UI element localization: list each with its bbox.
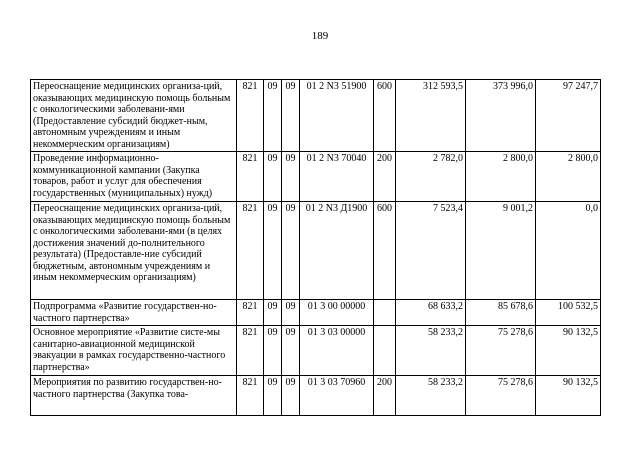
expense-type: 200 — [374, 152, 396, 202]
table-row — [31, 80, 601, 152]
amount-2: 9 001,2 — [466, 202, 536, 300]
amount-3: 97 247,7 — [536, 80, 601, 152]
target-article: 01 2 N3 51900 — [300, 80, 374, 152]
amount-2: 85 678,6 — [466, 300, 536, 326]
ministry-code: 821 — [237, 326, 264, 376]
table-row — [31, 152, 601, 202]
subsection-code: 09 — [282, 80, 300, 152]
table-row — [31, 376, 601, 416]
row-name: Подпрограмма «Развитие государствен-но-частного партнерства» — [31, 300, 237, 326]
row-name: Мероприятия по развитию государствен-но-частного партнерства (Закупка това- — [31, 376, 237, 416]
expense-type: 600 — [374, 202, 396, 300]
ministry-code: 821 — [237, 152, 264, 202]
amount-2: 75 278,6 — [466, 376, 536, 416]
amount-3: 0,0 — [536, 202, 601, 300]
amount-1: 58 233,2 — [396, 326, 466, 376]
budget-table — [30, 79, 601, 416]
amount-3: 2 800,0 — [536, 152, 601, 202]
subsection-code: 09 — [282, 202, 300, 300]
amount-2: 2 800,0 — [466, 152, 536, 202]
row-name: Проведение информационно-коммуникационной кампании (Закупка товаров, работ и услуг для обеспечения государственных (муниципальных) нужд) — [31, 152, 237, 202]
row-name: Переоснащение медицинских организа-ций, оказывающих медицинскую помощь больным с онкологическими заболевани-ями (Предоставление субсидий бюджет-ным, автономным учреждениям и иным некоммерческим организациям) — [31, 80, 237, 152]
table-row — [31, 326, 601, 376]
section-code: 09 — [264, 326, 282, 376]
amount-3: 90 132,5 — [536, 376, 601, 416]
ministry-code: 821 — [237, 202, 264, 300]
amount-1: 312 593,5 — [396, 80, 466, 152]
target-article: 01 3 03 00000 — [300, 326, 374, 376]
expense-type — [374, 300, 396, 326]
subsection-code: 09 — [282, 326, 300, 376]
subsection-code: 09 — [282, 376, 300, 416]
row-name: Переоснащение медицинских организа-ций, оказывающих медицинскую помощь больным с онкологическими заболевани-ями (в целях достижения значений до-полнительного результата) (Предоставле-ние субсидий бюджетным, автономным учреждениям и иным некоммерческим организациям) — [31, 202, 237, 300]
ministry-code: 821 — [237, 376, 264, 416]
expense-type — [374, 326, 396, 376]
ministry-code: 821 — [237, 80, 264, 152]
subsection-code: 09 — [282, 300, 300, 326]
table-row — [31, 300, 601, 326]
subsection-code: 09 — [282, 152, 300, 202]
section-code: 09 — [264, 152, 282, 202]
target-article: 01 2 N3 70040 — [300, 152, 374, 202]
amount-2: 373 996,0 — [466, 80, 536, 152]
section-code: 09 — [264, 80, 282, 152]
expense-type: 600 — [374, 80, 396, 152]
amount-1: 2 782,0 — [396, 152, 466, 202]
row-name: Основное мероприятие «Развитие систе-мы санитарно-авиационной медицинской эвакуации в рамках государственно-частного партнерства» — [31, 326, 237, 376]
ministry-code: 821 — [237, 300, 264, 326]
section-code: 09 — [264, 202, 282, 300]
amount-1: 68 633,2 — [396, 300, 466, 326]
amount-1: 58 233,2 — [396, 376, 466, 416]
table-row — [31, 202, 601, 300]
amount-3: 100 532,5 — [536, 300, 601, 326]
expense-type: 200 — [374, 376, 396, 416]
amount-3: 90 132,5 — [536, 326, 601, 376]
amount-2: 75 278,6 — [466, 326, 536, 376]
target-article: 01 2 N3 Д1900 — [300, 202, 374, 300]
target-article: 01 3 00 00000 — [300, 300, 374, 326]
section-code: 09 — [264, 300, 282, 326]
amount-1: 7 523,4 — [396, 202, 466, 300]
target-article: 01 3 03 70960 — [300, 376, 374, 416]
page-number: 189 — [311, 30, 329, 42]
section-code: 09 — [264, 376, 282, 416]
